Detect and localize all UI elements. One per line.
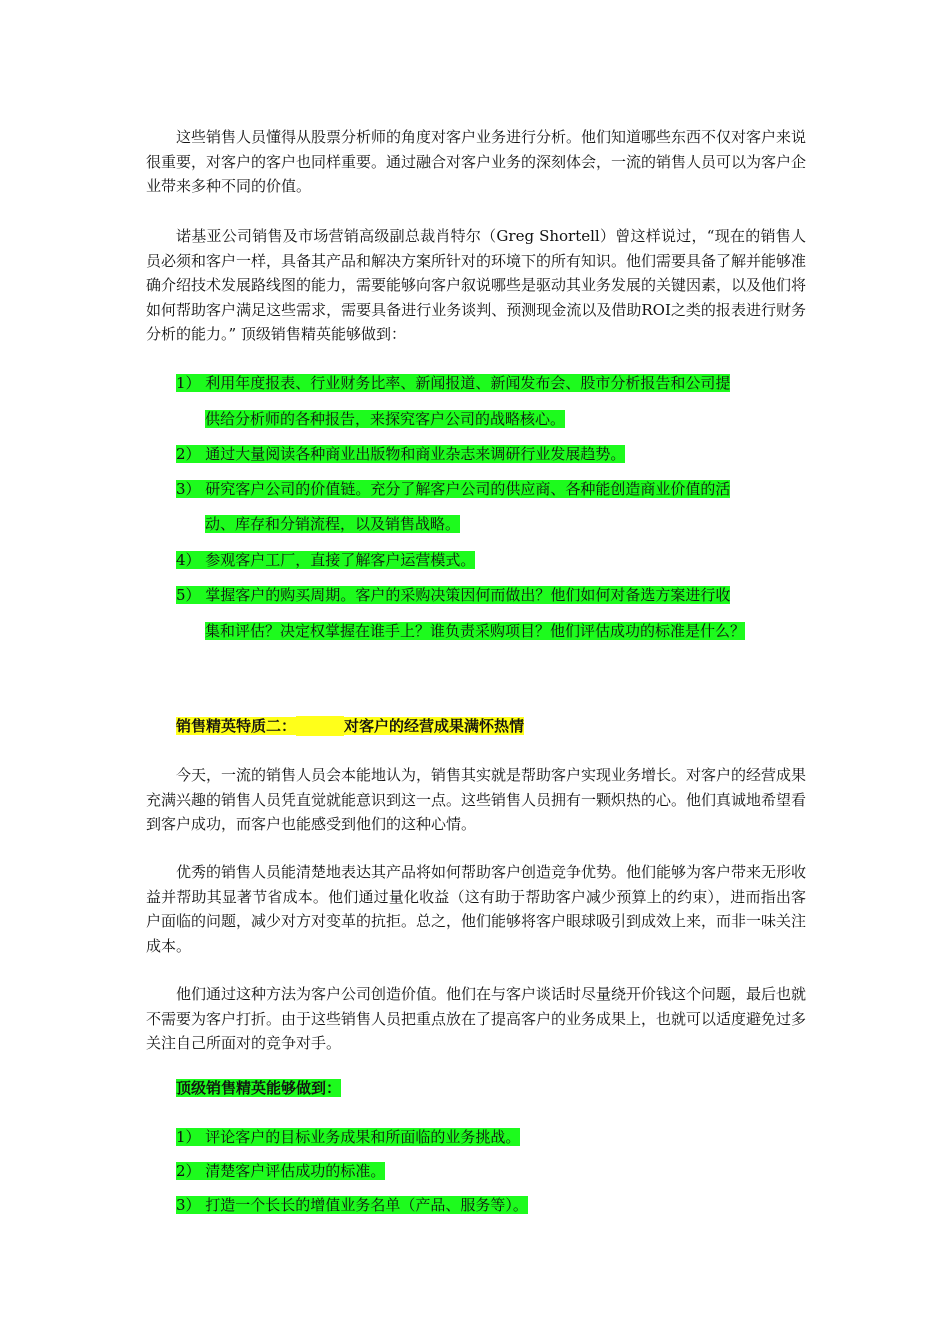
list-item: 1） 利用年度报表、行业财务比率、新闻报道、新闻发布会、股市分析报告和公司提 (176, 374, 731, 392)
heading-label: 销售精英特质二： (176, 717, 297, 735)
subheading: 顶级销售精英能够做到： (176, 1079, 342, 1097)
paragraph: 今天，一流的销售人员会本能地认为，销售其实就是帮助客户实现业务增长。对客户的经营成果充满兴趣的销售人员凭直觉就能意识到这一点。这些销售人员拥有一颗炽热的心。他们真诚地希望看到客户成功，而客户也能感受到他们的这种心情。 (146, 766, 807, 833)
heading-title: 对客户的经营成果满怀热情 (344, 717, 525, 735)
list-item: 3） 打造一个长长的增值业务名单（产品、服务等）。 (176, 1196, 528, 1214)
list-item: 1） 评论客户的目标业务成果和所面临的业务挑战。 (176, 1128, 521, 1146)
list-item-continuation: 动、库存和分销流程，以及销售战略。 (205, 515, 461, 533)
paragraph: 这些销售人员懂得从股票分析师的角度对客户业务进行分析。他们知道哪些东西不仅对客户来说很重要，对客户的客户也同样重要。通过融合对客户业务的深刻体会，一流的销售人员可以为客户企业带来多种不同的价值。 (146, 128, 807, 195)
paragraph: 他们通过这种方法为客户公司创造价值。他们在与客户谈话时尽量绕开价钱这个问题，最后也就不需要为客户打折。由于这些销售人员把重点放在了提高客户的业务成果上，也就可以适度避免过多关注自己所面对的竞争对手。 (146, 985, 807, 1052)
section-heading (176, 716, 524, 736)
list-item: 2） 通过大量阅读各种商业出版物和商业杂志来调研行业发展趋势。 (176, 445, 626, 463)
list-item: 2） 清楚客户评估成功的标准。 (176, 1162, 386, 1180)
list-item: 4） 参观客户工厂，直接了解客户运营模式。 (176, 551, 476, 569)
list-item: 3） 研究客户公司的价值链。充分了解客户公司的供应商、各种能创造商业价值的活 (176, 480, 731, 498)
list-item-continuation: 集和评估？决定权掌握在谁手上？谁负责采购项目？他们评估成功的标准是什么？ (205, 622, 746, 640)
paragraph: 诺基亚公司销售及市场营销高级副总裁肖特尔（Greg Shortell）曾这样说过，“现在的销售人员必须和客户一样，具备其产品和解决方案所针对的环境下的所有知识。他们需要具备了解并能够准确介绍技术发展路线图的能力，需要能够向客户叙说哪些是驱动其业务发展的关键因素，以及他们将如何帮助客户满足这些需求，需要具备进行业务谈判、预测现金流以及借助ROI之类的报表进行财务分析的能力。” 顶级销售精英能够做到： (146, 227, 807, 343)
paragraph: 优秀的销售人员能清楚地表达其产品将如何帮助客户创造竞争优势。他们能够为客户带来无形收益并帮助其显著节省成本。他们通过量化收益（这有助于帮助客户减少预算上的约束），进而指出客户面临的问题，减少对方对变革的抗拒。总之，他们能够将客户眼球吸引到成效上来，而非一味关注成本。 (146, 863, 807, 955)
list-item-continuation: 供给分析师的各种报告，来探究客户公司的战略核心。 (205, 410, 566, 428)
list-item: 5） 掌握客户的购买周期。客户的采购决策因何而做出？他们如何对备选方案进行收 (176, 586, 731, 604)
